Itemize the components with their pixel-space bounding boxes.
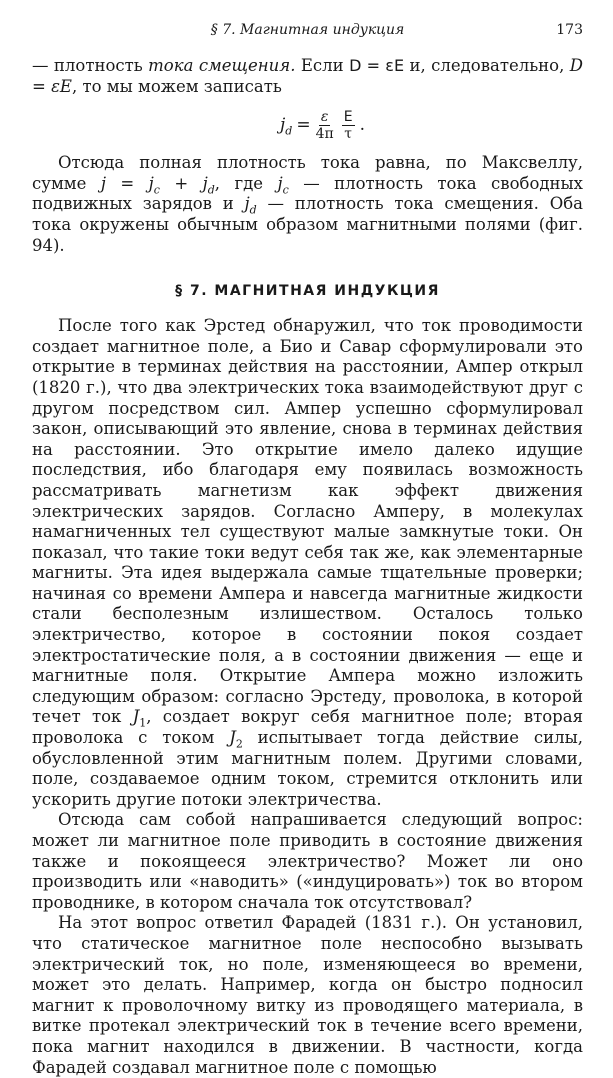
displacement-current-formula: $j_d$ = $\frac{\varepsilon}{4\pi}$ $\frac{E}{\tau}$ .: [280, 108, 365, 142]
equation-d-eps-e: D = εE: [349, 56, 405, 75]
fraction-eps-over-4pi: $\frac{\varepsilon}{4\pi}$: [315, 108, 334, 142]
running-head: [32, 22, 583, 56]
ampere-paragraph: После того как Эрстед обнаружил, что ток проводимости создает магнитное поле, а Био и Савар сформулировали это открытие в терминах действия на расстоянии, Ампер открыл (1820 г.), что два электрических тока взаимодействуют друг с другом посредством сил. Ампер успешно сформулировал закон, описывающий это явление, снова в терминах действия на расстоянии. Это открытие имело далеко идущие последствия, ибо благодаря ему появилась возможность рассматривать магнетизм как эффект движения электрических зарядов. Согласно Амперу, в молекулах намагниченных тел существуют малые замкнутые токи. Он показал, что такие токи ведут себя так же, как элементарные магниты. Эта идея выдержала самые тщательные проверки; начиная со времени Ампера и навсегда магнитные жидкости стали бесполезным излишеством. Осталось только электричество, которое в состоянии покоя создает электростатические поля, а в состоянии движения — еще и магнитные поля. Открытие Ампера можно изложить следующим образом: согласно Эрстеду, проволока, в которой течет ток $J_1$, создает вокруг себя магнитное поле; вторая проволока с током $J_2$ испытывает тогда действие силы, обусловленной этим магнитным полем. Другими словами, поле, создаваемое одним током, стремится отклонить или ускорить другие потоки электричества.: [32, 316, 583, 809]
induction-question-paragraph: Отсюда сам собой напрашивается следующий вопрос: может ли магнитное поле приводить в состояние движения также и покоящееся электричество? Может ли оно производить или «наводить» («индуцировать») ток во втором проводнике, в котором сначала ток отсутствовал?: [32, 810, 583, 912]
faraday-paragraph: На этот вопрос ответил Фарадей (1831 г.). Он установил, что статическое магнитное поле неспособно вызывать электрический ток, но поле, изменяющееся во времени, может это делать. Например, когда он быстро подносил магнит к проволочному витку из проводящего материала, в витке протекал электрический ток в течение всего времени, пока магнит находился в движении. В частности, когда Фарадей создавал магнитное поле с помощью: [32, 913, 583, 1077]
intro-paragraph: — плотность тока смещения. Если D = εE и, следовательно, D = εE, то мы можем записать: [32, 56, 583, 96]
fraction-e-over-tau: $\frac{E}{\tau}$: [343, 108, 353, 142]
section-heading: § 7. МАГНИТНАЯ ИНДУКЦИЯ: [175, 283, 440, 300]
running-head-title: § 7. Магнитная индукция: [210, 22, 405, 38]
maxwell-total-current-paragraph: Отсюда полная плотность тока равна, по Максвеллу, сумме $j = j_c + j_d$, где $j_c$ — плотность тока свободных подвижных зарядов и $j_d$ — плотность тока смещения. Оба тока окружены обычным образом магнитными полями (фиг. 94).: [32, 153, 583, 255]
equation-d-eps-e-italic: D = εE: [32, 56, 583, 96]
page-number: 173: [556, 22, 583, 38]
term-displacement-current: тока смещения.: [148, 56, 296, 75]
